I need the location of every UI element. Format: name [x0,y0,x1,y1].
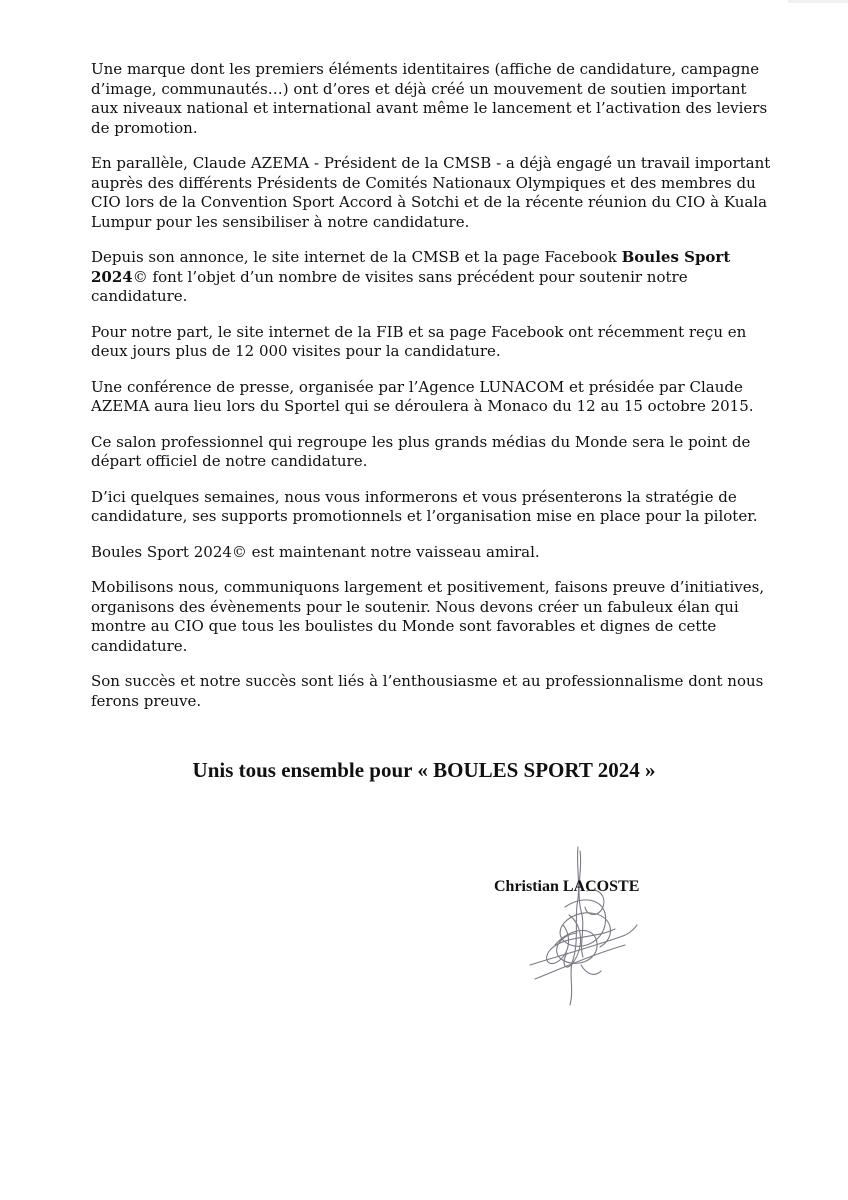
paragraph-fib-visits: Pour notre part, le site internet de la FIB et sa page Facebook ont récemment reçu en deux jours plus de 12 000 visites pour la candidature. [91,322,747,360]
handwritten-signature [525,845,645,1010]
paragraph-mobilisation: Mobilisons nous, communiquons largement et positivement, faisons preuve d’initiatives, organisons des évènements pour le soutenir. Nous devons créer un fabuleux élan qui montre au CIO que tous les boulistes du Monde sont favorables et dignes de cette candidature. [91,578,765,655]
paragraph-strategy: D’ici quelques semaines, nous vous informerons et vous présenterons la stratégie de candidature, ses supports promotionnels et l’organisation mise en place pour la piloter. [91,487,758,525]
paragraph-website-visits [91,248,771,307]
paragraph-salon: Ce salon professionnel qui regroupe les plus grands médias du Monde sera le point de départ officiel de notre candidature. [91,432,751,470]
letter-body [91,60,771,727]
paragraph-website-visits-start: Depuis son annonce, le site internet de la CMSB et la page Facebook [91,248,622,266]
corner-scan-mark [788,0,848,3]
paragraph-president-work: En parallèle, Claude AZEMA - Président de la CMSB - a déjà engagé un travail important auprès des différents Présidents de Comités Nationaux Olympiques et des membres du CIO lors de la Convention Sport Accord à Sotchi et de la récente réunion du CIO à Kuala Lumpur pour les sensibiliser à notre candidature. [91,154,771,231]
closing-slogan: Unis tous ensemble pour « BOULES SPORT 2024 » [192,758,656,782]
paragraph-brand: Une marque dont les premiers éléments identitaires (affiche de candidature, campagne d’image, communautés…) ont d’ores et déjà créé un mouvement de soutien important aux niveaux national et international avant même le lancement et l’activation des leviers de promotion. [91,60,768,137]
paragraph-flagship: Boules Sport 2024© est maintenant notre vaisseau amiral. [91,542,540,561]
signatory-name: Christian LACOSTE [494,878,640,895]
boules-sport-emphasis: Boules Sport 2024 [91,248,731,286]
paragraph-success: Son succès et notre succès sont liés à l’enthousiasme et au professionnalisme dont nous ferons preuve. [91,672,764,710]
paragraph-press-conference: Une conférence de presse, organisée par l’Agence LUNACOM et présidée par Claude AZEMA aura lieu lors du Sportel qui se déroulera à Monaco du 12 au 15 octobre 2015. [91,377,754,415]
paragraph-website-visits-end: © font l’objet d’un nombre de visites sans précédent pour soutenir notre candidature. [91,267,688,305]
